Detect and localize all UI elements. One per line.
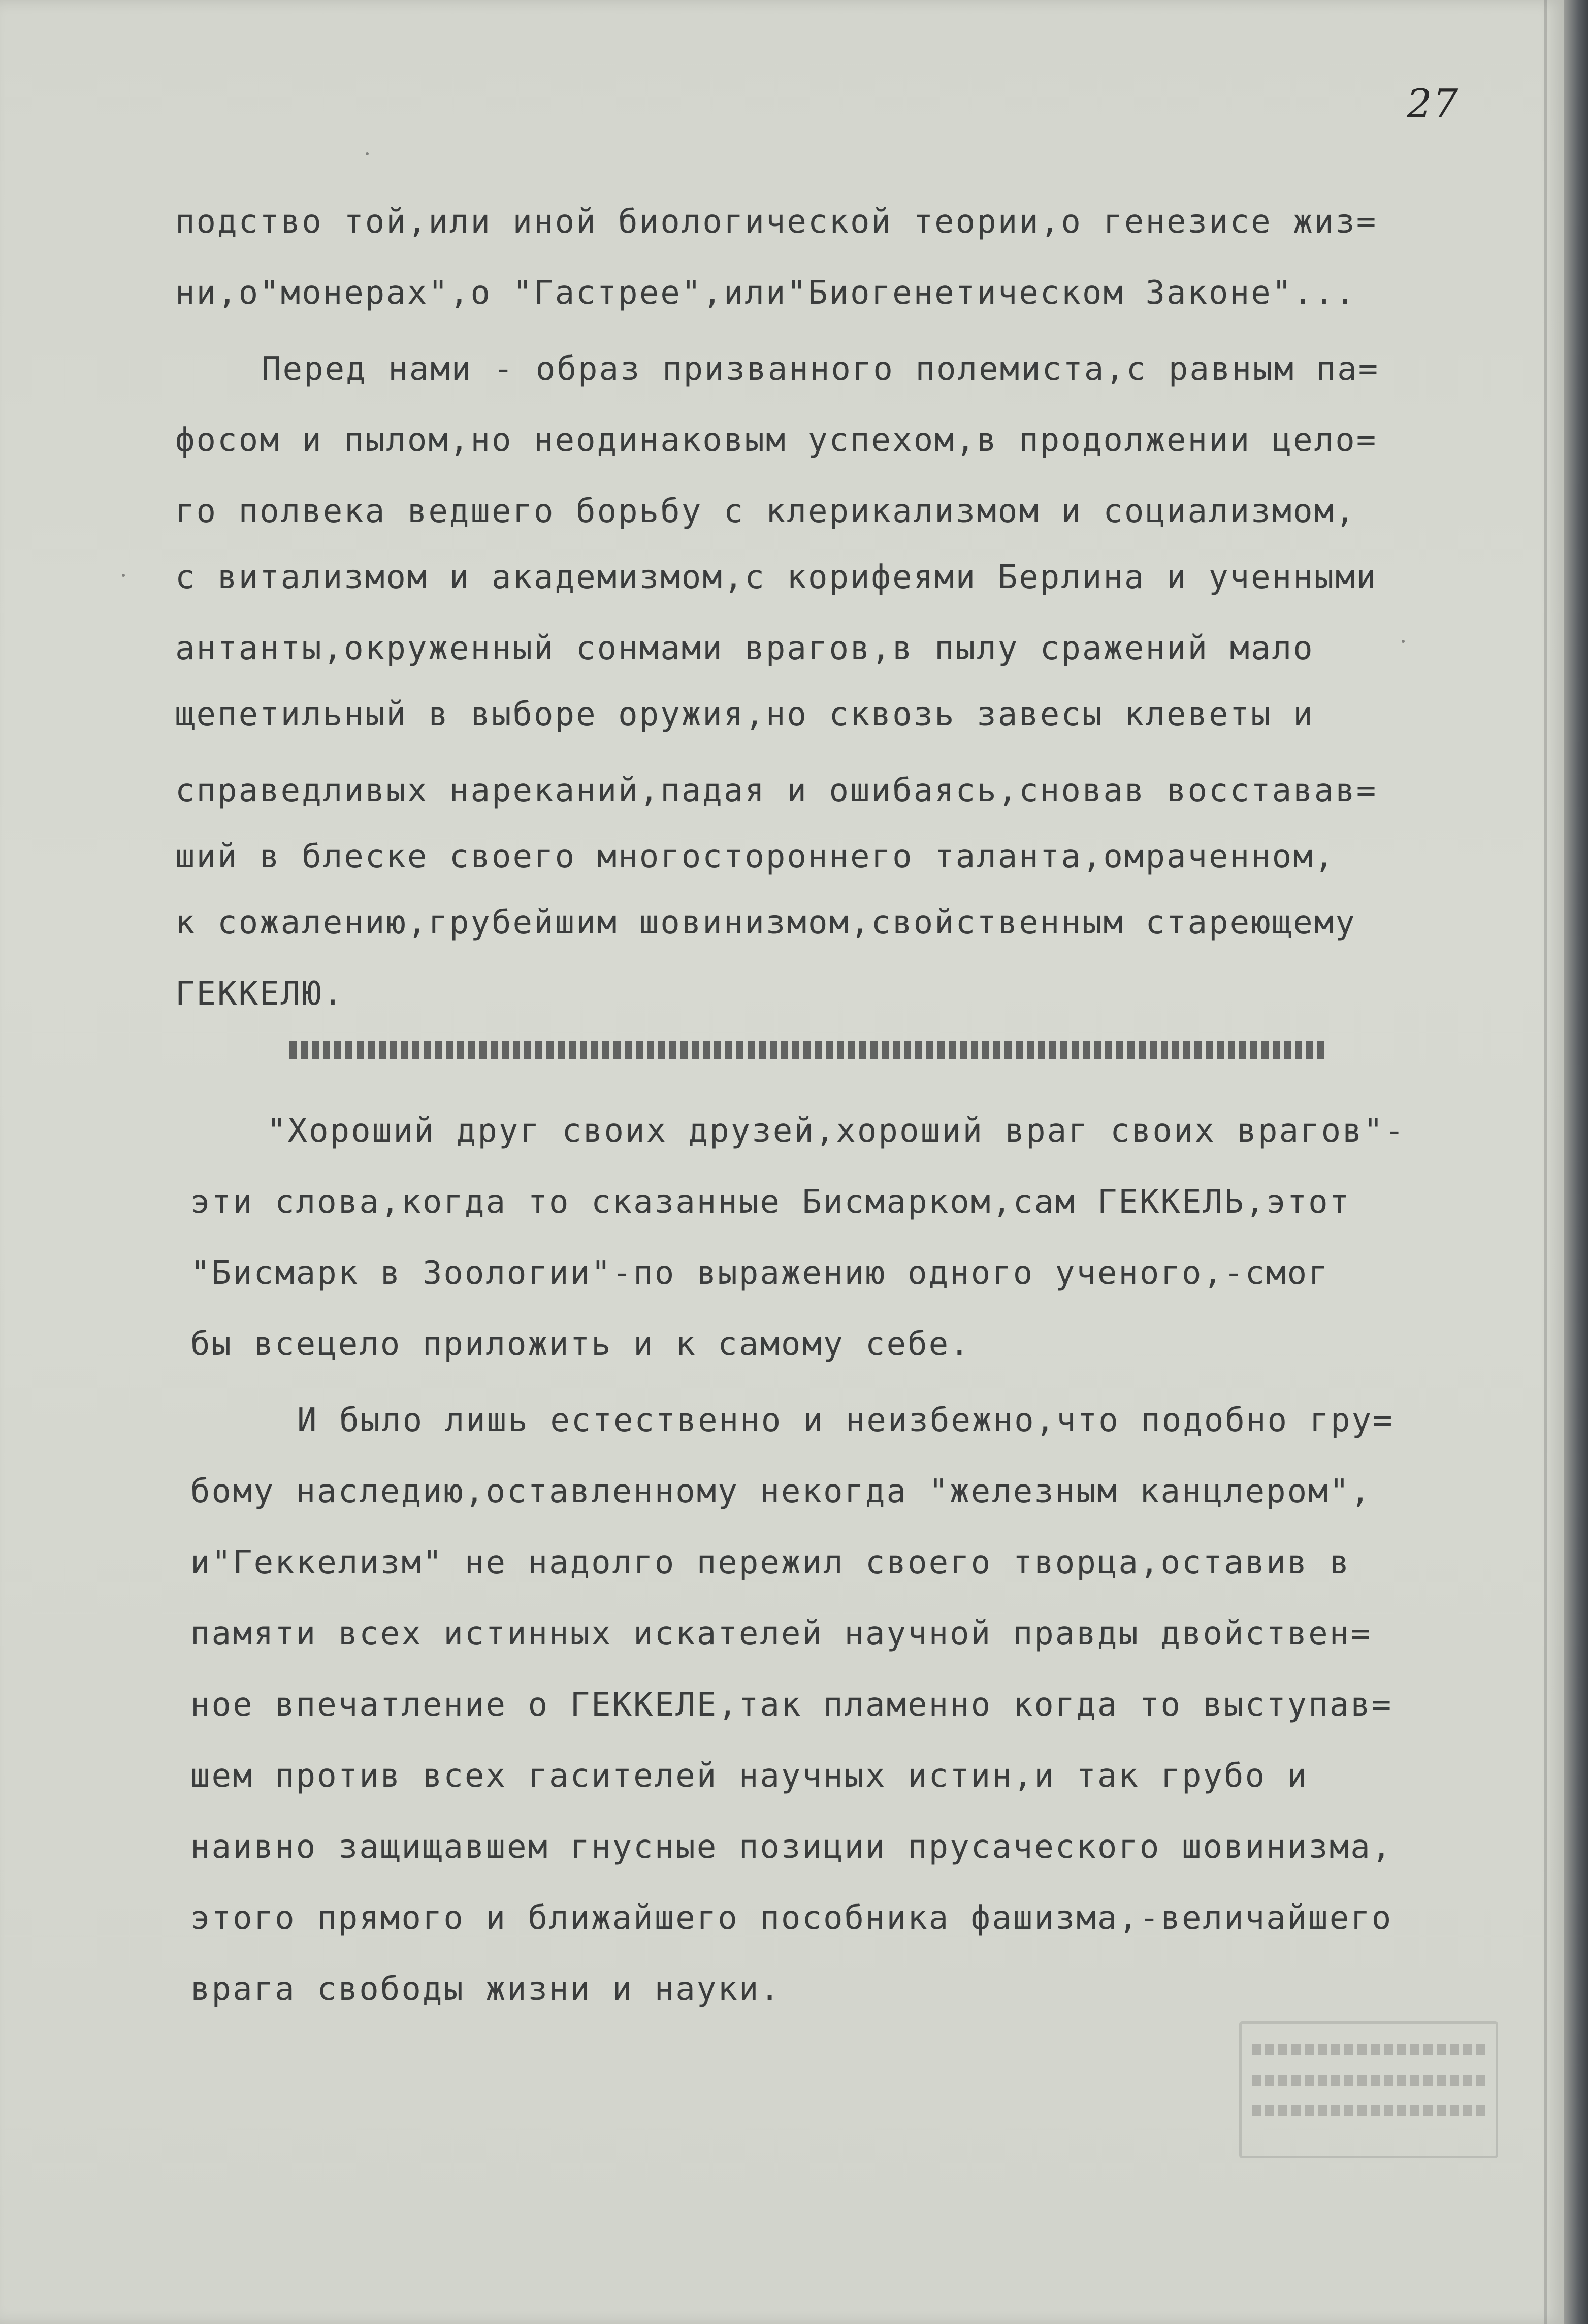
text-line-17: И было лишь естественно и неизбежно,что подобно гру= bbox=[297, 1402, 1394, 1439]
typed-separator-rule bbox=[289, 1041, 1325, 1059]
paper-speck bbox=[1402, 640, 1405, 643]
sheet-edge-shadow bbox=[1544, 0, 1547, 2324]
text-line-16: бы всецело приложить и к самому себе. bbox=[190, 1326, 971, 1363]
text-line-10: ший в блеске своего многостороннего таланта,омраченном, bbox=[175, 838, 1336, 876]
text-line-19: и"Геккелизм" не надолго пережил своего творца,оставив в bbox=[190, 1544, 1351, 1581]
text-line-4: фосом и пылом,но неодинаковым успехом,в продолжении цело= bbox=[175, 422, 1378, 459]
binder-edge bbox=[1564, 0, 1588, 2324]
text-line-24: этого прямого и ближайшего пособника фашизма,-величайшего bbox=[190, 1899, 1393, 1937]
paper-speck bbox=[122, 574, 125, 577]
text-line-25: врага свободы жизни и науки. bbox=[190, 1971, 781, 2008]
text-line-8: щепетильный в выборе оружия,но сквозь завесы клеветы и bbox=[175, 696, 1314, 733]
text-line-14: эти слова,когда то сказанные Бисмарком,сам ГЕККЕЛЬ,этот bbox=[190, 1183, 1351, 1221]
text-line-1: подство той,или иной биологической теории,о генезисе жиз= bbox=[175, 203, 1378, 241]
text-line-7: антанты,окруженный сонмами врагов,в пылу сражений мало bbox=[175, 630, 1314, 667]
text-line-3: Перед нами - образ призванного полемиста,с равным па= bbox=[262, 350, 1380, 388]
text-line-22: шем против всех гасителей научных истин,и так грубо и bbox=[190, 1757, 1309, 1795]
text-line-23: наивно защищавшем гнусные позиции прусаческого шовинизма, bbox=[190, 1828, 1393, 1866]
text-line-18: бому наследию,оставленному некогда "железным канцлером", bbox=[190, 1473, 1372, 1510]
text-line-9: справедливых нареканий,падая и ошибаясь,сновав восставав= bbox=[175, 772, 1378, 810]
faded-stamp bbox=[1239, 2021, 1498, 2158]
text-line-5: го полвека ведшего борьбу с клерикализмом и социализмом, bbox=[175, 493, 1356, 530]
page-number: 27 bbox=[1407, 81, 1460, 127]
text-line-15: "Бисмарк в Зоологии"-по выражению одного ученого,-смог bbox=[190, 1254, 1330, 1292]
text-line-6: с витализмом и академизмом,с корифеями Берлина и ученными bbox=[175, 559, 1378, 596]
text-line-11: к сожалению,грубейшим шовинизмом,свойственным стареющему bbox=[175, 904, 1356, 942]
text-line-13: "Хороший друг своих друзей,хороший враг своих врагов"- bbox=[267, 1112, 1406, 1150]
text-line-21: ное впечатление о ГЕККЕЛЕ,так пламенно когда то выступав= bbox=[190, 1686, 1393, 1724]
text-line-2: ни,о"монерах",о "Гастрее",или"Биогенетическом Законе"... bbox=[175, 274, 1356, 312]
text-line-20: памяти всех истинных искателей научной правды двойствен= bbox=[190, 1615, 1372, 1653]
paper-speck bbox=[366, 152, 369, 155]
text-line-12: ГЕККЕЛЮ. bbox=[175, 975, 344, 1013]
